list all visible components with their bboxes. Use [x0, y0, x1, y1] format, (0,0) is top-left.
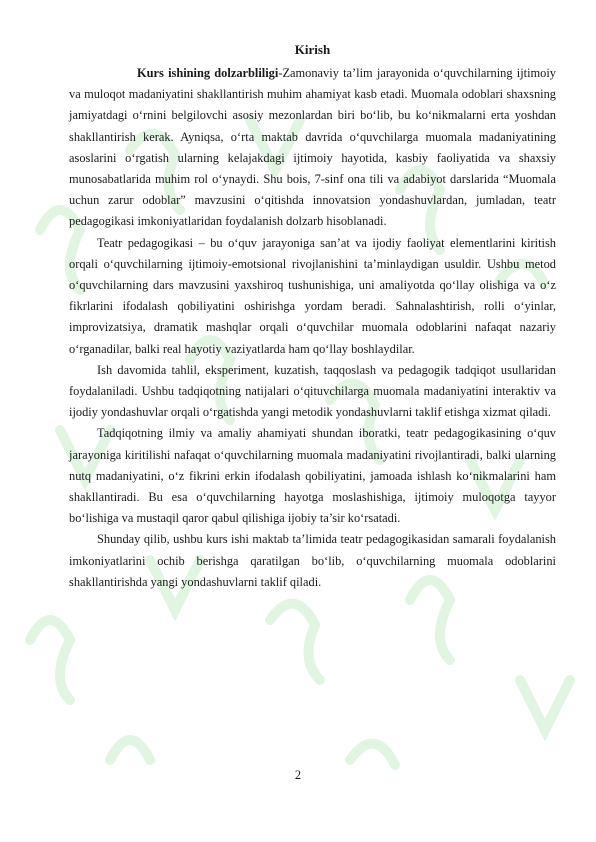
document-page	[69, 40, 556, 593]
lead-heading: Kurs ishining dolzarbliligi	[137, 66, 279, 80]
watermark-glyph	[350, 744, 395, 765]
intro-paragraph	[69, 63, 556, 233]
body-paragraph: Teatr pedagogikasi – bu o‘quv jarayoniga san’at va ijodiy faoliyat elementlarini kiritish orqali o‘quvchilarning ijtimoiy-emotsional rivojlanishini ta’minlaydigan usuldir. Ushbu metod o‘quvchilarning dars mavzusini yaxshiroq tushunishiga, uni amaliyotda qo‘llay olishiga va o‘z fikrlarini ifodalash qobiliyatini oshirishga yordam beradi. Sahnalashtirish, rolli o‘yinlar, improvizatsiya, dramatik mashqlar orqali o‘quvchilar muomala odoblarini nafaqat nazariy o‘rganadilar, balki real hayotiy vaziyatlarda ham qo‘llay boshlaydilar.	[69, 235, 556, 356]
body-paragraph: Tadqiqotning ilmiy va amaliy ahamiyati shundan iboratki, teatr pedagogikasining o‘quv jarayoniga kiritilishi nafaqat o‘quvchilarning muomala madaniyatini rivojlantiradi, balki ularning nutq madaniyatini, o‘z fikrini erkin ifodalash qobiliyatini, jamoada ishlash ko‘nikmalarini ham shakllantiradi. Bu esa o‘quvchilarning hayotga moslashishiga, ijtimoiy muloqotga tayyor bo‘lishiga va mustaqil qaror qabul qilishiga ijobiy ta’sir ko‘rsatadi.	[69, 426, 556, 526]
body-paragraph: Shunday qilib, ushbu kurs ishi maktab ta’limida teatr pedagogikasidan samarali foydalanish imkoniyatlarini ochib berishga qaratilgan bo‘lib, o‘quvchilarning muomala odoblarini shakllantirishda yangi yondashuvlarni taklif qiladi.	[69, 532, 556, 589]
watermark-glyph	[520, 680, 570, 730]
body-paragraph: Ish davomida tahlil, eksperiment, kuzatish, taqqoslash va pedagogik tadqiqot usullaridan foydalaniladi. Ushbu tadqiqotning natijalari o‘qituvchilarga muomala madaniyatini interaktiv va ijodiy yondashuvlar orqali o‘rgatishda yangi metodik yondashuvlarni taklif etishga xizmat qiladi.	[69, 362, 556, 420]
watermark-glyph	[110, 740, 150, 760]
watermark-glyph	[30, 620, 70, 700]
page-number: 2	[294, 768, 302, 782]
section-title: Kirish	[294, 42, 331, 57]
lead-text: -Zamonaviy ta’lim jarayonida o‘quvchilarning ijtimoiy va muloqot madaniyatini shakllantirish muhim ahamiyat kasb etadi. Muomala odoblari shaxsning jamiyatdagi o‘rnini belgilovchi asosiy mezonlardan biri bo‘lib, bu ko‘nikmalarni erta yoshdan shakllantirish kerak. Ayniqsa, o‘rta maktab davrida o‘quvchilarga muomala madaniyatining asoslarini o‘rgatish ularning kelajakdagi ijtimoiy hayotida, kasbiy faoliyatida va shaxsiy munosabatlarida muhim rol o‘ynaydi. Shu bois, 7-sinf ona tili va adabiyot darslarida “Muomala uchun zarur odoblar” mavzusini o‘qitishda innovatsion yondashuvlardan, jumladan, teatr pedagogikasi imkoniyatlaridan foydalanish dolzarb hisoblanadi.	[69, 66, 556, 229]
watermark-glyph	[270, 604, 320, 680]
